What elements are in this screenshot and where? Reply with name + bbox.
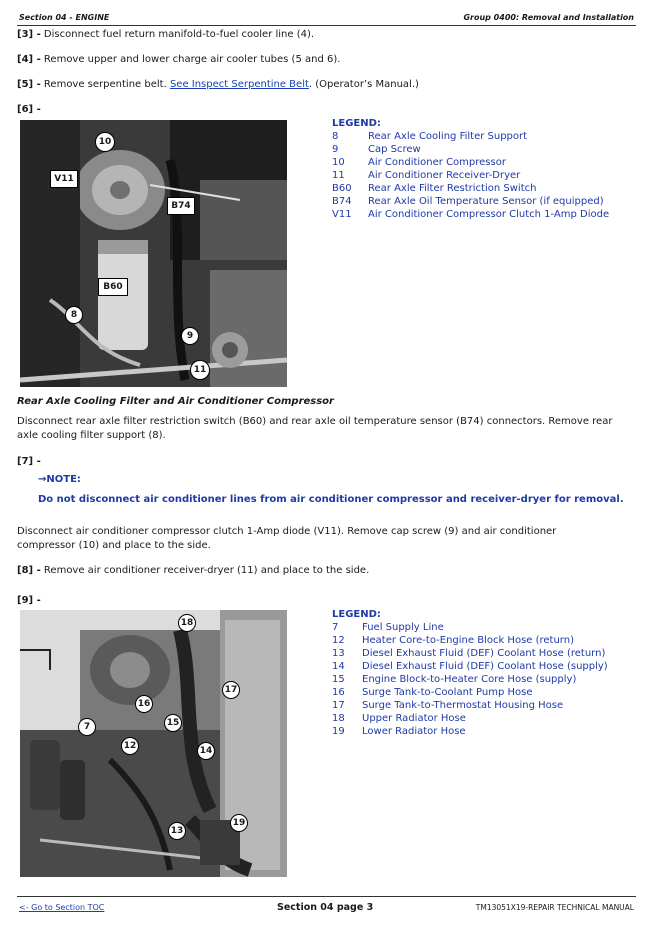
figure-1-engine-photo bbox=[20, 120, 287, 387]
note-title: →NOTE: bbox=[38, 474, 81, 485]
callout-18: 18 bbox=[178, 614, 196, 632]
step-number: [6] - bbox=[17, 104, 41, 115]
instruction-paragraph-2: Disconnect air conditioner compressor clutch 1-Amp diode (V11). Remove cap screw (9) and air conditioner compressor (10) and place to the side. bbox=[17, 526, 557, 551]
legend-row: B60 Rear Axle Filter Restriction Switch bbox=[332, 183, 537, 194]
callout-14: 14 bbox=[197, 742, 215, 760]
callout-12: 12 bbox=[121, 737, 139, 755]
legend-row: 9 Cap Screw bbox=[332, 144, 421, 155]
manual-title: TM13051X19-REPAIR TECHNICAL MANUAL bbox=[475, 903, 634, 912]
page-number: Section 04 page 3 bbox=[277, 902, 374, 913]
step-text: Remove upper and lower charge air cooler tubes (5 and 6). bbox=[43, 54, 341, 65]
step-number: [5] - bbox=[17, 79, 41, 90]
callout-11: 11 bbox=[190, 360, 210, 380]
callout-9: 9 bbox=[181, 327, 199, 345]
step-9 bbox=[17, 594, 41, 608]
step-7 bbox=[17, 455, 41, 469]
legend-row: B74 Rear Axle Oil Temperature Sensor (if equipped) bbox=[332, 196, 604, 207]
step-6 bbox=[17, 103, 41, 117]
step-text-after: . (Operator’s Manual.) bbox=[308, 79, 419, 90]
legend-row: 11 Air Conditioner Receiver-Dryer bbox=[332, 170, 521, 181]
legend-row: 7 Fuel Supply Line bbox=[332, 622, 444, 633]
legend-title: LEGEND: bbox=[332, 609, 381, 620]
callout-13: 13 bbox=[168, 822, 186, 840]
note-body: Do not disconnect air conditioner lines from air conditioner compressor and receiver-dryer for removal. bbox=[38, 494, 624, 505]
callout-b74: B74 bbox=[167, 197, 195, 215]
legend-row: 18 Upper Radiator Hose bbox=[332, 713, 466, 724]
step-number: [3] - bbox=[17, 29, 41, 40]
instruction-paragraph-1: Disconnect rear axle filter restriction switch (B60) and rear axle oil temperature sensor (B74) connectors. Remove rear axle cooling filter support (8). bbox=[17, 416, 613, 441]
step-number: [7] - bbox=[17, 456, 41, 467]
callout-19: 19 bbox=[230, 814, 248, 832]
page-footer bbox=[17, 896, 636, 916]
figure-2-engine-photo bbox=[20, 610, 287, 877]
step-number: [9] - bbox=[17, 595, 41, 606]
step-4 bbox=[17, 53, 340, 67]
figure-1-caption: Rear Axle Cooling Filter and Air Conditioner Compressor bbox=[17, 396, 334, 407]
callout-8: 8 bbox=[65, 306, 83, 324]
section-toc-link[interactable]: <- Go to Section TOC bbox=[19, 903, 105, 912]
legend-row: 16 Surge Tank-to-Coolant Pump Hose bbox=[332, 687, 533, 698]
callout-15: 15 bbox=[164, 714, 182, 732]
step-text: Remove air conditioner receiver-dryer (11) and place to the side. bbox=[43, 565, 370, 576]
legend-row: V11 Air Conditioner Compressor Clutch 1-Amp Diode bbox=[332, 209, 610, 220]
engine-cooling-photo-illustration bbox=[20, 610, 287, 877]
callout-10: 10 bbox=[95, 132, 115, 152]
callout-17: 17 bbox=[222, 681, 240, 699]
step-8 bbox=[17, 564, 369, 578]
legend-title: LEGEND: bbox=[332, 118, 381, 129]
figure-1-legend bbox=[332, 117, 609, 221]
callout-7: 7 bbox=[78, 718, 96, 736]
step-5 bbox=[17, 78, 419, 92]
legend-row: 14 Diesel Exhaust Fluid (DEF) Coolant Hose (supply) bbox=[332, 661, 608, 672]
figure-2-legend bbox=[332, 608, 608, 738]
step-3 bbox=[17, 28, 314, 42]
group-title: Group 0400: Removal and Installation bbox=[463, 13, 634, 22]
page-header bbox=[17, 10, 636, 26]
legend-row: 13 Diesel Exhaust Fluid (DEF) Coolant Hose (return) bbox=[332, 648, 606, 659]
inspect-serpentine-belt-link[interactable]: See Inspect Serpentine Belt bbox=[169, 79, 309, 90]
legend-row: 19 Lower Radiator Hose bbox=[332, 726, 466, 737]
section-title: Section 04 - ENGINE bbox=[19, 13, 110, 22]
step-number: [8] - bbox=[17, 565, 41, 576]
step-text: Remove serpentine belt. bbox=[43, 79, 167, 90]
legend-row: 12 Heater Core-to-Engine Block Hose (return) bbox=[332, 635, 574, 646]
callout-v11: V11 bbox=[50, 170, 78, 188]
legend-row: 8 Rear Axle Cooling Filter Support bbox=[332, 131, 528, 142]
step-text: Disconnect fuel return manifold-to-fuel cooler line (4). bbox=[43, 29, 315, 40]
step-number: [4] - bbox=[17, 54, 41, 65]
legend-row: 10 Air Conditioner Compressor bbox=[332, 157, 506, 168]
callout-b60: B60 bbox=[98, 278, 128, 296]
engine-photo-illustration bbox=[20, 120, 287, 387]
callout-16: 16 bbox=[135, 695, 153, 713]
legend-row: 15 Engine Block-to-Heater Core Hose (supply) bbox=[332, 674, 577, 685]
legend-row: 17 Surge Tank-to-Thermostat Housing Hose bbox=[332, 700, 564, 711]
